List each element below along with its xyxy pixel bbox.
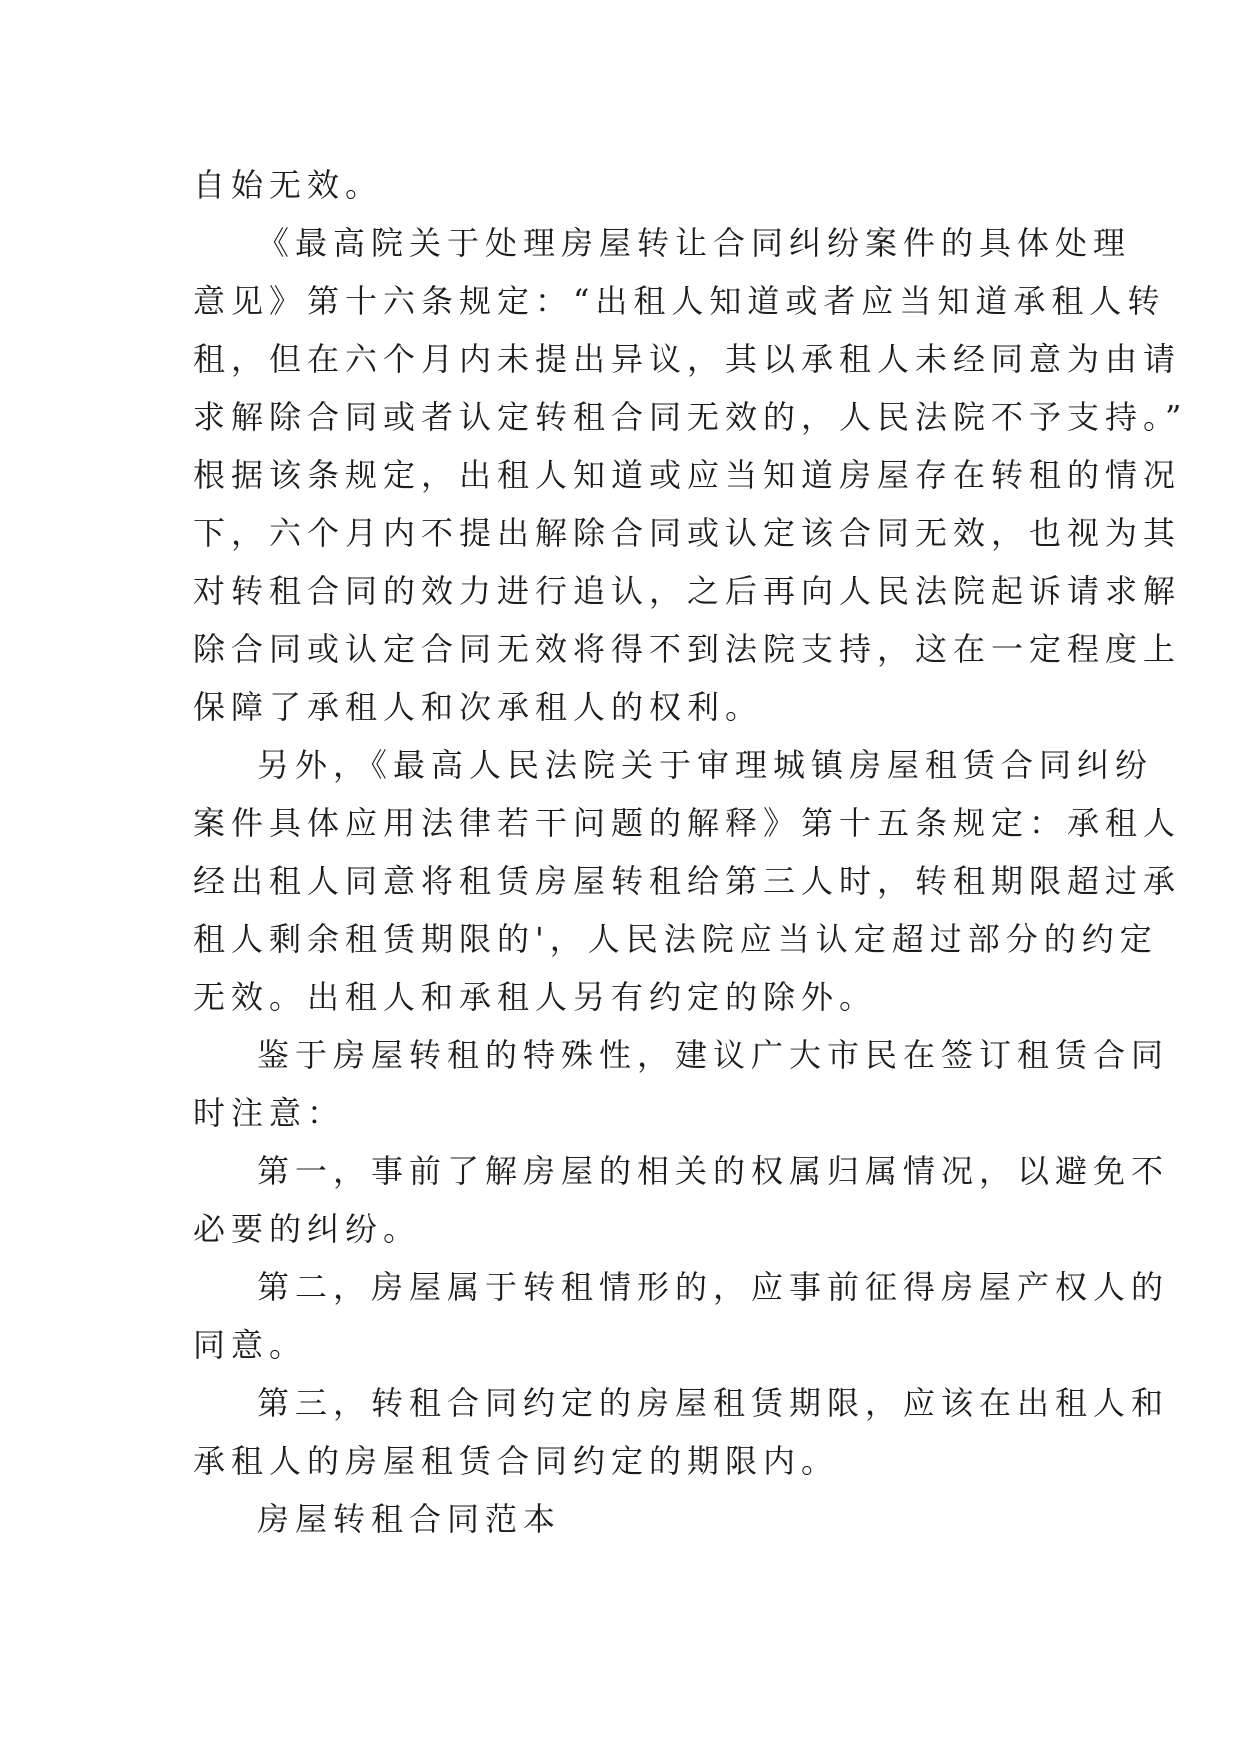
text-line: 根据该条规定，出租人知道或应当知道房屋存在转租的情况 bbox=[193, 456, 1182, 494]
text-line: 下，六个月内不提出解除合同或认定该合同无效，也视为其 bbox=[193, 514, 1182, 552]
text-line: 意见》第十六条规定：“出租人知道或者应当知道承租人转 bbox=[193, 282, 1166, 320]
text-line: 另外，《最高人民法院关于审理城镇房屋租赁合同纠纷 bbox=[257, 746, 1154, 784]
text-line: 租人剩余租赁期限的'，人民法院应当认定超过部分的约定 bbox=[193, 920, 1158, 958]
text-line: 求解除合同或者认定转租合同无效的，人民法院不予支持。” bbox=[193, 398, 1188, 436]
text-line: 自始无效。 bbox=[193, 166, 384, 204]
text-line: 《最高院关于处理房屋转让合同纠纷案件的具体处理 bbox=[257, 224, 1132, 262]
text-line: 案件具体应用法律若干问题的解释》第十五条规定：承租人 bbox=[193, 804, 1182, 842]
text-line: 经出租人同意将租赁房屋转租给第三人时，转租期限超过承 bbox=[193, 862, 1182, 900]
text-line: 对转租合同的效力进行追认，之后再向人民法院起诉请求解 bbox=[193, 572, 1182, 610]
text-line: 同意。 bbox=[193, 1326, 308, 1364]
text-line: 租，但在六个月内未提出异议，其以承租人未经同意为由请 bbox=[193, 340, 1182, 378]
text-line: 承租人的房屋租赁合同约定的期限内。 bbox=[193, 1442, 840, 1480]
text-line: 第三，转租合同约定的房屋租赁期限，应该在出租人和 bbox=[257, 1384, 1170, 1422]
text-line: 鉴于房屋转租的特殊性，建议广大市民在签订租赁合同 bbox=[257, 1036, 1170, 1074]
text-line: 房屋转租合同范本 bbox=[257, 1500, 562, 1538]
document-body bbox=[193, 156, 1188, 1548]
text-line: 无效。出租人和承租人另有约定的除外。 bbox=[193, 978, 878, 1016]
text-line: 时注意： bbox=[193, 1094, 346, 1132]
text-line: 保障了承租人和次承租人的权利。 bbox=[193, 688, 764, 726]
text-line: 除合同或认定合同无效将得不到法院支持，这在一定程度上 bbox=[193, 630, 1182, 668]
text-line: 第二，房屋属于转租情形的，应事前征得房屋产权人的 bbox=[257, 1268, 1170, 1306]
text-line: 必要的纠纷。 bbox=[193, 1210, 422, 1248]
text-line: 第一，事前了解房屋的相关的权属归属情况，以避免不 bbox=[257, 1152, 1170, 1190]
